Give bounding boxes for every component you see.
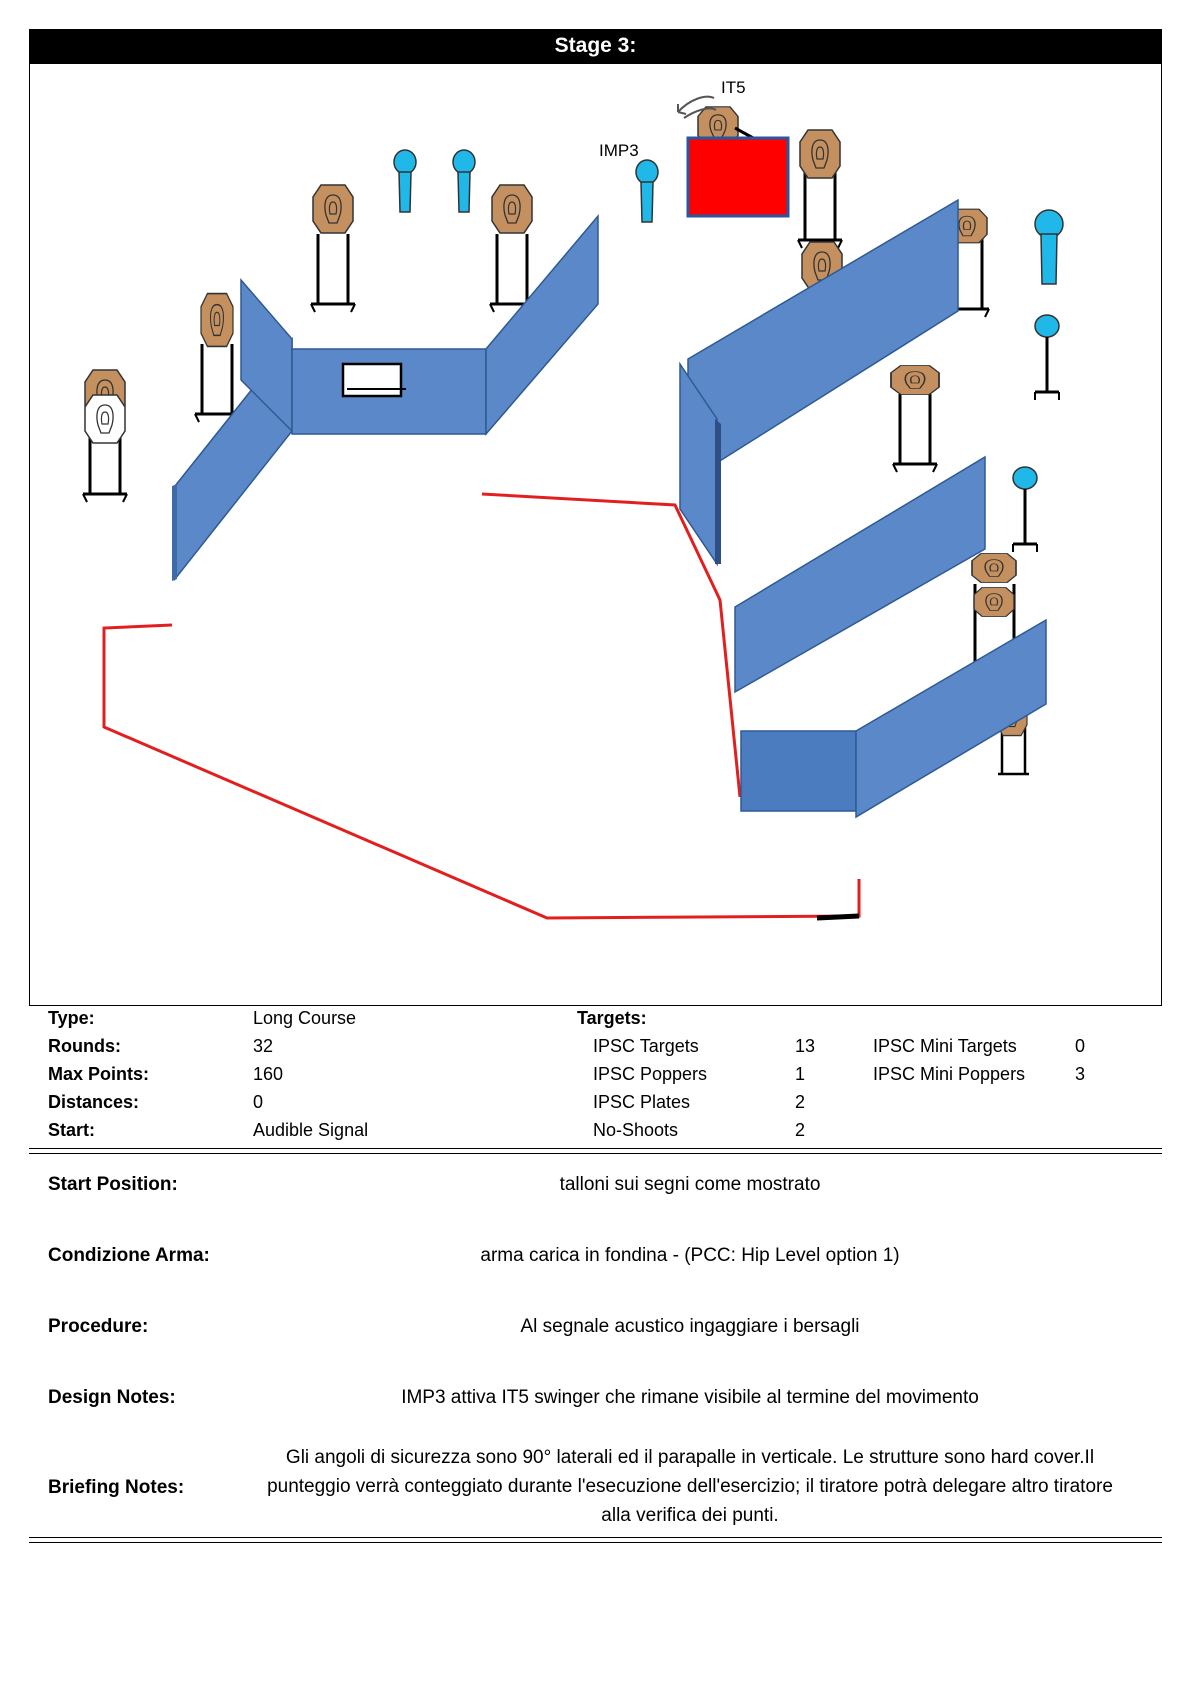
procedure-value: Al segnale acustico ingaggiare i bersagli bbox=[520, 1316, 860, 1337]
rounds-value: 32 bbox=[253, 1036, 274, 1056]
type-value: Long Course bbox=[253, 1008, 357, 1028]
targets-heading: Targets: bbox=[577, 1008, 647, 1028]
target-type-name: IPSC Targets bbox=[593, 1036, 699, 1056]
popper-imp3 bbox=[636, 160, 658, 222]
active-target-block bbox=[688, 138, 788, 216]
wall-right-short-edge bbox=[715, 419, 721, 564]
wall-left-diagonal-front bbox=[172, 484, 177, 581]
start-position-value: talloni sui segni come mostrato bbox=[559, 1174, 821, 1195]
rounds-label: Rounds: bbox=[48, 1036, 121, 1056]
popper-right-large bbox=[1035, 210, 1063, 284]
divider bbox=[29, 1148, 1162, 1149]
divider bbox=[29, 1537, 1162, 1538]
design-notes-value: IMP3 attiva IT5 swinger che rimane visibile al termine del movimento bbox=[401, 1387, 979, 1408]
target-left-far bbox=[195, 294, 239, 422]
it5-label: IT5 bbox=[721, 78, 746, 97]
target-type-count: 1 bbox=[795, 1064, 806, 1084]
stage-title: Stage 3: bbox=[29, 29, 1162, 63]
target-type-name: IPSC Plates bbox=[593, 1092, 691, 1112]
target-type-name: IPSC Mini Targets bbox=[873, 1036, 1017, 1056]
procedure-label: Procedure: bbox=[48, 1316, 149, 1337]
start-label: Start: bbox=[48, 1120, 96, 1140]
target-type-count: 13 bbox=[795, 1036, 816, 1056]
plate-right-lower bbox=[1013, 467, 1037, 552]
condizione-arma-label: Condizione Arma: bbox=[48, 1245, 210, 1266]
target-right-back-1 bbox=[798, 130, 842, 248]
wall-right-middle bbox=[735, 457, 985, 692]
popper-back-2 bbox=[453, 150, 475, 212]
window-port bbox=[343, 364, 401, 396]
wall-lower-right bbox=[856, 620, 1046, 817]
wall-right-center bbox=[486, 216, 598, 434]
target-type-name: IPSC Poppers bbox=[593, 1064, 708, 1084]
briefing-notes-label: Briefing Notes: bbox=[48, 1477, 185, 1498]
wall-lower-front bbox=[741, 731, 856, 811]
distances-label: Distances: bbox=[48, 1092, 140, 1112]
condizione-arma-value: arma carica in fondina - (PCC: Hip Level option 1) bbox=[480, 1245, 900, 1266]
target-back-left bbox=[311, 185, 355, 312]
plate-right-upper bbox=[1035, 315, 1059, 400]
max-points-label: Max Points: bbox=[48, 1064, 150, 1084]
imp3-label: IMP3 bbox=[599, 141, 639, 160]
target-type-name: No-Shoots bbox=[593, 1120, 679, 1140]
max-points-value: 160 bbox=[253, 1064, 284, 1084]
start-position-label: Start Position: bbox=[48, 1174, 178, 1195]
target-back-center bbox=[490, 185, 534, 312]
popper-back-1 bbox=[394, 150, 416, 212]
target-middle-right bbox=[891, 366, 939, 472]
target-type-count: 3 bbox=[1075, 1064, 1086, 1084]
briefing-notes-value: Gli angoli di sicurezza sono 90° laterali ed il parapalle in verticale. Le strutture sono hard cover.Il punteggio verrà conteggiato durante l'esecuzione dell'esercizio; il tiratore potrà delegare altro tiratore alla verifica dei punti. bbox=[267, 1447, 1113, 1526]
target-type-count: 2 bbox=[795, 1092, 806, 1112]
type-label: Type: bbox=[48, 1008, 95, 1028]
target-type-count: 0 bbox=[1075, 1036, 1086, 1056]
distances-value: 0 bbox=[253, 1092, 264, 1112]
stage-diagram-svg bbox=[30, 64, 1161, 1005]
stage-diagram bbox=[29, 63, 1162, 1006]
target-type-count: 2 bbox=[795, 1120, 806, 1140]
target-type-name: IPSC Mini Poppers bbox=[873, 1064, 1026, 1084]
target-far-left-stacked bbox=[83, 370, 127, 502]
divider bbox=[29, 1542, 1162, 1543]
divider bbox=[29, 1153, 1162, 1154]
start-mark bbox=[817, 916, 859, 918]
start-value: Audible Signal bbox=[253, 1120, 369, 1140]
design-notes-label: Design Notes: bbox=[48, 1387, 176, 1408]
